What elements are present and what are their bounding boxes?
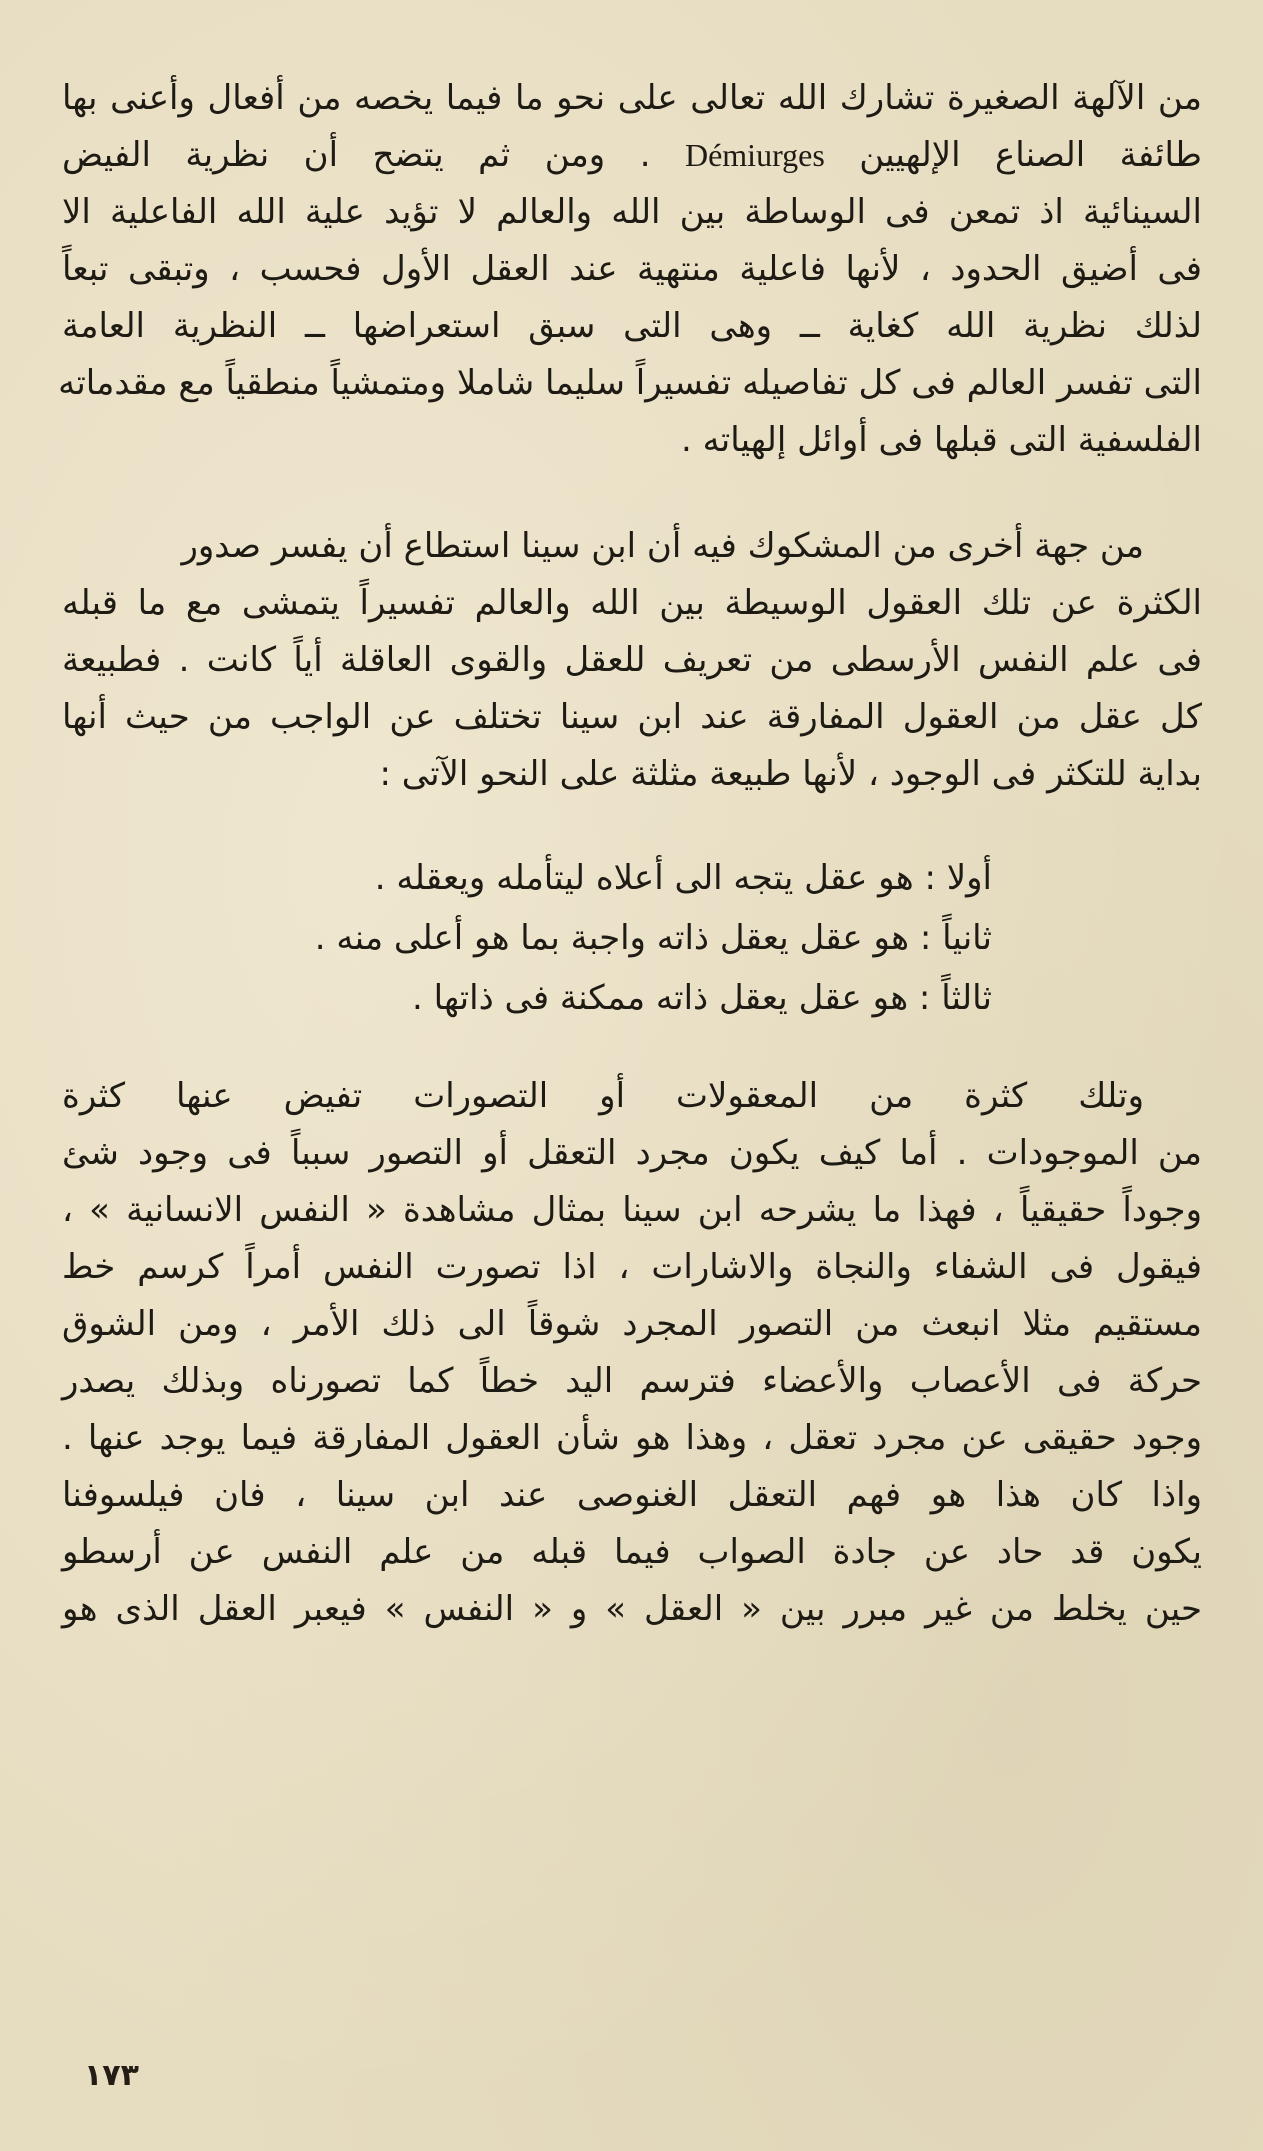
- paragraph-1-line-7: الفلسفية التى قبلها فى أوائل إلهياته .: [680, 420, 1202, 460]
- paragraph-3-line-4: فيقول فى الشفاء والنجاة والاشارات ، اذا تصورت النفس أمراً كرسم خط: [62, 1247, 1202, 1287]
- paragraph-3-line-10: حين يخلط من غير مبرر بين « العقل » و « النفس » فيعبر العقل الذى هو: [62, 1589, 1202, 1629]
- paragraph-3-line-3: وجوداً حقيقياً ، فهذا ما يشرحه ابن سينا بمثال مشاهدة « النفس الانسانية » ،: [62, 1190, 1202, 1230]
- list-item-second: ثانياً : هو عقل يعقل ذاته واجبة بما هو أعلى منه .: [314, 918, 992, 958]
- paragraph-3-line-6: حركة فى الأعصاب والأعضاء فترسم اليد خطاً كما تصورناه وبذلك يصدر: [62, 1361, 1202, 1401]
- paragraph-3-line-2: من الموجودات . أما كيف يكون مجرد التعقل أو التصور سبباً فى وجود شئ: [62, 1133, 1202, 1173]
- paragraph-3-line-5: مستقيم مثلا انبعث من التصور المجرد شوقاً الى ذلك الأمر ، ومن الشوق: [62, 1304, 1202, 1344]
- arabic-text: طائفة الصناع الإلهيين: [859, 135, 1202, 175]
- paragraph-1-line-4: فى أضيق الحدود ، لأنها فاعلية منتهية عند العقل الأول فحسب ، وتبقى تبعاً: [62, 249, 1202, 289]
- paragraph-3-line-1: وتلك كثرة من المعقولات أو التصورات تفيض عنها كثرة: [62, 1076, 1144, 1116]
- paragraph-1-line-5: لذلك نظرية الله كغاية ــ وهى التى سبق استعراضها ــ النظرية العامة: [62, 306, 1202, 346]
- paragraph-3-line-8: واذا كان هذا هو فهم التعقل الغنوصى عند ابن سينا ، فان فيلسوفنا: [62, 1475, 1202, 1515]
- paragraph-3-line-9: يكون قد حاد عن جادة الصواب فيما قبله من علم النفس عن أرسطو: [62, 1532, 1202, 1572]
- paragraph-2-line-4: كل عقل من العقول المفارقة عند ابن سينا تختلف عن الواجب من حيث أنها: [62, 697, 1202, 737]
- list-item-first: أولا : هو عقل يتجه الى أعلاه ليتأمله ويعقله .: [374, 858, 992, 898]
- paragraph-2-line-5: بداية للتكثر فى الوجود ، لأنها طبيعة مثلثة على النحو الآتى :: [379, 754, 1202, 794]
- paragraph-2-line-3: فى علم النفس الأرسطى من تعريف للعقل والقوى العاقلة أياً كانت . فطبيعة: [62, 640, 1202, 680]
- paragraph-1-line-1: من الآلهة الصغيرة تشارك الله تعالى على نحو ما فيما يخصه من أفعال وأعنى بها: [62, 78, 1202, 118]
- list-item-third: ثالثاً : هو عقل يعقل ذاته ممكنة فى ذاتها .: [412, 978, 992, 1018]
- paragraph-1-line-2: [62, 125, 1202, 185]
- paragraph-2-line-1: من جهة أخرى من المشكوك فيه أن ابن سينا استطاع أن يفسر صدور: [181, 526, 1144, 566]
- paragraph-3-line-7: وجود حقيقى عن مجرد تعقل ، وهذا هو شأن العقول المفارقة فيما يوجد عنها .: [62, 1418, 1202, 1458]
- page-number: ١٧٣: [84, 2058, 139, 2093]
- paragraph-1-line-3: السينائية اذ تمعن فى الوساطة بين الله والعالم لا تؤيد علية الله الفاعلية الا: [62, 192, 1202, 232]
- latin-term: Démiurges: [684, 137, 825, 173]
- paragraph-1-line-6: التى تفسر العالم فى كل تفاصيله تفسيراً سليما شاملا ومتمشياً منطقياً مع مقدماته: [58, 363, 1202, 403]
- arabic-text: . ومن ثم يتضح أن نظرية الفيض: [62, 135, 651, 175]
- paragraph-2-line-2: الكثرة عن تلك العقول الوسيطة بين الله والعالم تفسيراً يتمشى مع ما قبله: [62, 583, 1202, 623]
